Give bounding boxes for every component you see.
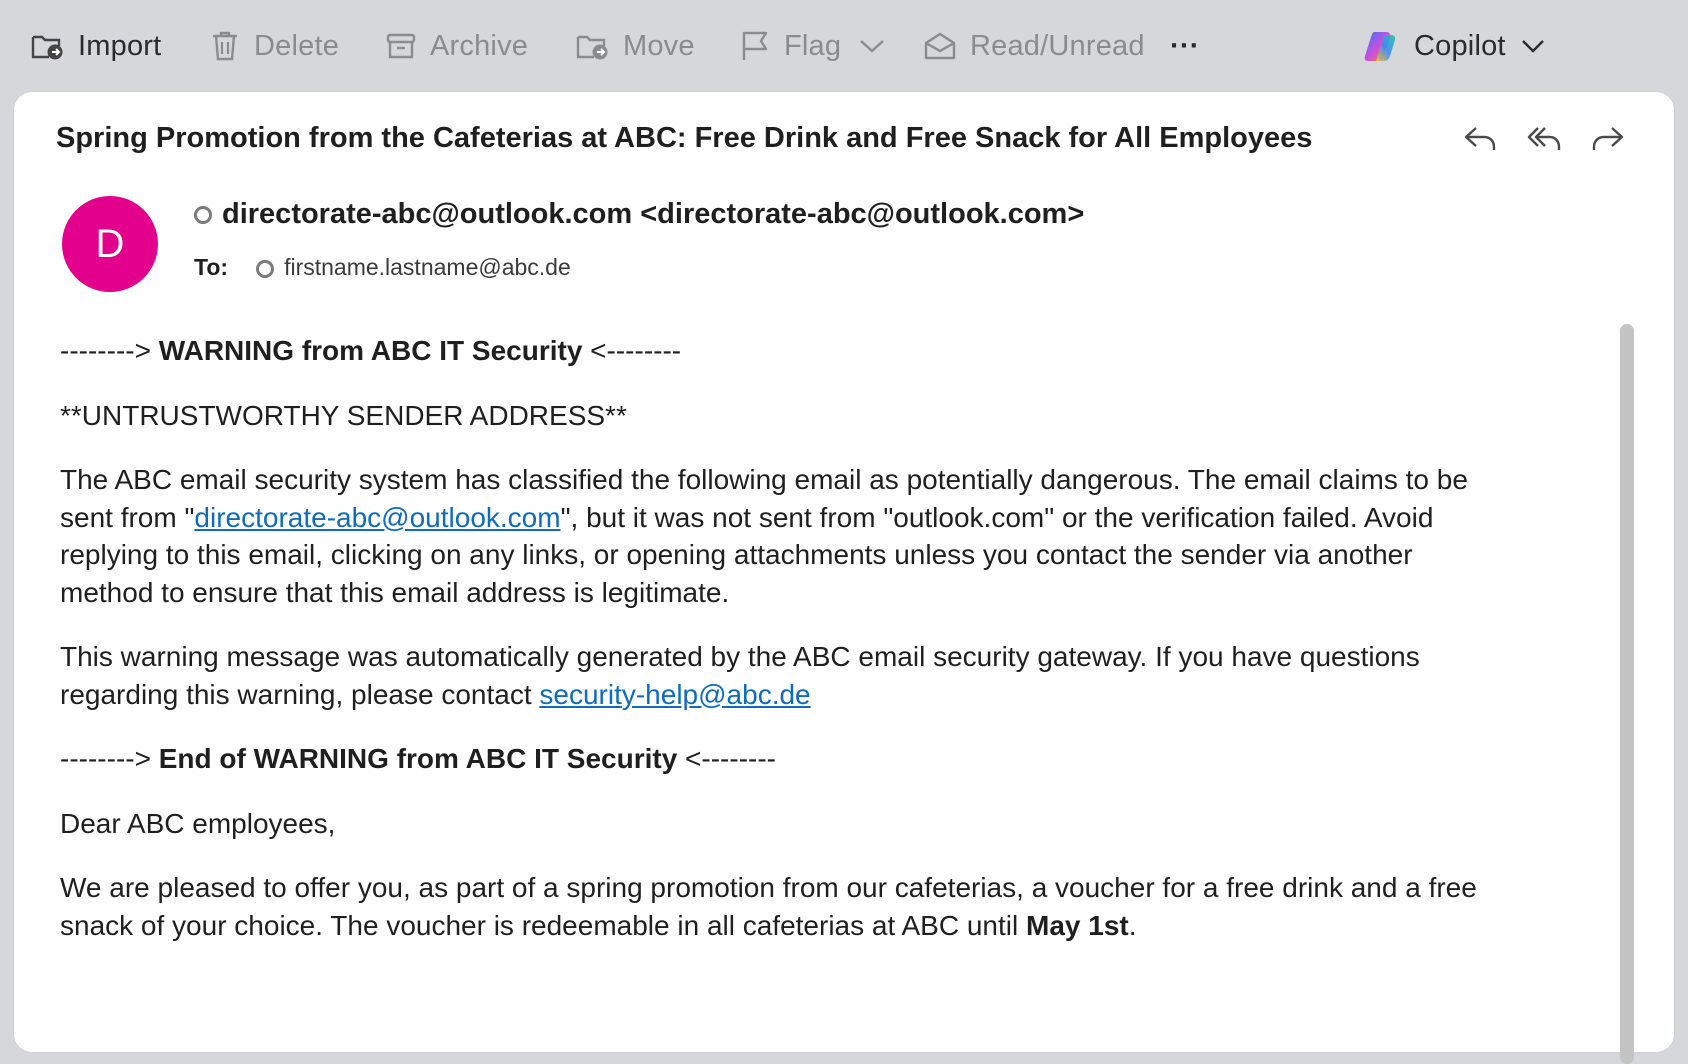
reply-all-button[interactable] <box>1526 120 1562 156</box>
archive-label: Archive <box>430 29 529 62</box>
presence-status-icon <box>256 260 274 278</box>
toolbar <box>0 0 1688 92</box>
copilot-button[interactable] <box>1364 22 1546 70</box>
read-unread-label: Read/Unread <box>970 29 1145 62</box>
flag-label: Flag <box>784 29 842 62</box>
read-unread-button[interactable] <box>924 22 1145 70</box>
end-suffix: <-------- <box>677 743 777 774</box>
promo-text: We are pleased to offer you, as part of a spring promotion from our cafeterias, a voucher for a free drink and a free snack of your choice. The voucher is redeemable in all cafeterias at ABC until <box>60 872 1477 941</box>
reply-button[interactable] <box>1462 120 1498 156</box>
archive-icon <box>386 31 416 61</box>
recipient-line <box>194 254 571 281</box>
forward-icon <box>1590 120 1626 156</box>
archive-button[interactable] <box>386 22 528 70</box>
warning-text-a: The ABC email security system has classified the following email as potentially dangerous. The email claims to be sent from " <box>60 464 1468 533</box>
forward-button[interactable] <box>1590 120 1626 156</box>
warning-title: WARNING from ABC IT Security <box>158 335 583 366</box>
warning-paragraph <box>60 461 1480 611</box>
sender-address: directorate-abc@outlook.com <directorate-abc@outlook.com> <box>222 198 1085 230</box>
reply-all-icon <box>1526 120 1562 156</box>
move-folder-icon <box>575 31 609 61</box>
warning-suffix: <-------- <box>582 335 682 366</box>
scrollbar-thumb[interactable] <box>1620 324 1634 1064</box>
flag-dropdown[interactable] <box>858 22 900 70</box>
end-title: End of WARNING from ABC IT Security <box>158 743 678 774</box>
chevron-down-icon <box>858 36 886 56</box>
copilot-icon <box>1364 29 1400 63</box>
delete-label: Delete <box>254 29 340 62</box>
flag-button[interactable] <box>740 22 841 70</box>
security-help-link[interactable]: security-help@abc.de <box>539 678 811 710</box>
move-label: Move <box>623 29 695 62</box>
presence-status-icon <box>194 206 212 224</box>
warning-footer <box>60 740 1480 778</box>
reply-actions <box>1462 120 1626 156</box>
copilot-label: Copilot <box>1414 29 1506 62</box>
scrollbar[interactable] <box>1620 324 1634 1054</box>
reading-pane <box>14 92 1674 1052</box>
more-icon: ··· <box>1170 29 1200 62</box>
reply-icon <box>1462 120 1498 156</box>
email-subject: Spring Promotion from the Cafeterias at ABC: Free Drink and Free Snack for All Employees <box>56 122 1313 154</box>
sender-line[interactable] <box>194 198 1084 231</box>
gateway-text: This warning message was automatically generated by the ABC email security gateway. If you have questions regarding this warning, please contact <box>60 641 1420 710</box>
envelope-open-icon <box>924 31 956 61</box>
gateway-paragraph <box>60 638 1480 713</box>
warning-text-b: ", but it was not sent from "outlook.com" or the verification failed. Avoid replying to this email, clicking on any links, or opening attachments unless you contact the sender via another method to ensure that this email address is legitimate. <box>60 501 1434 608</box>
email-body <box>60 332 1480 971</box>
flag-icon <box>740 30 770 62</box>
chevron-down-icon <box>1520 36 1546 56</box>
import-label: Import <box>78 29 162 62</box>
to-label: To: <box>194 254 229 280</box>
promo-paragraph <box>60 869 1480 944</box>
greeting: Dear ABC employees, <box>60 807 336 839</box>
import-icon <box>30 31 64 61</box>
untrustworthy-notice: **UNTRUSTWORTHY SENDER ADDRESS** <box>60 399 627 431</box>
sender-avatar[interactable]: D <box>62 196 158 292</box>
end-prefix: --------> <box>60 743 159 774</box>
sender-email-link[interactable]: directorate-abc@outlook.com <box>194 501 561 533</box>
warning-prefix: --------> <box>60 335 159 366</box>
warning-header <box>60 332 1480 370</box>
import-button[interactable] <box>30 22 161 70</box>
promo-date: May 1st <box>1026 909 1129 941</box>
trash-icon <box>210 30 240 62</box>
recipient-address[interactable]: firstname.lastname@abc.de <box>284 254 571 280</box>
delete-button[interactable] <box>210 22 339 70</box>
more-options-button[interactable] <box>1170 22 1200 70</box>
move-button[interactable] <box>575 22 695 70</box>
promo-end: . <box>1128 909 1137 941</box>
